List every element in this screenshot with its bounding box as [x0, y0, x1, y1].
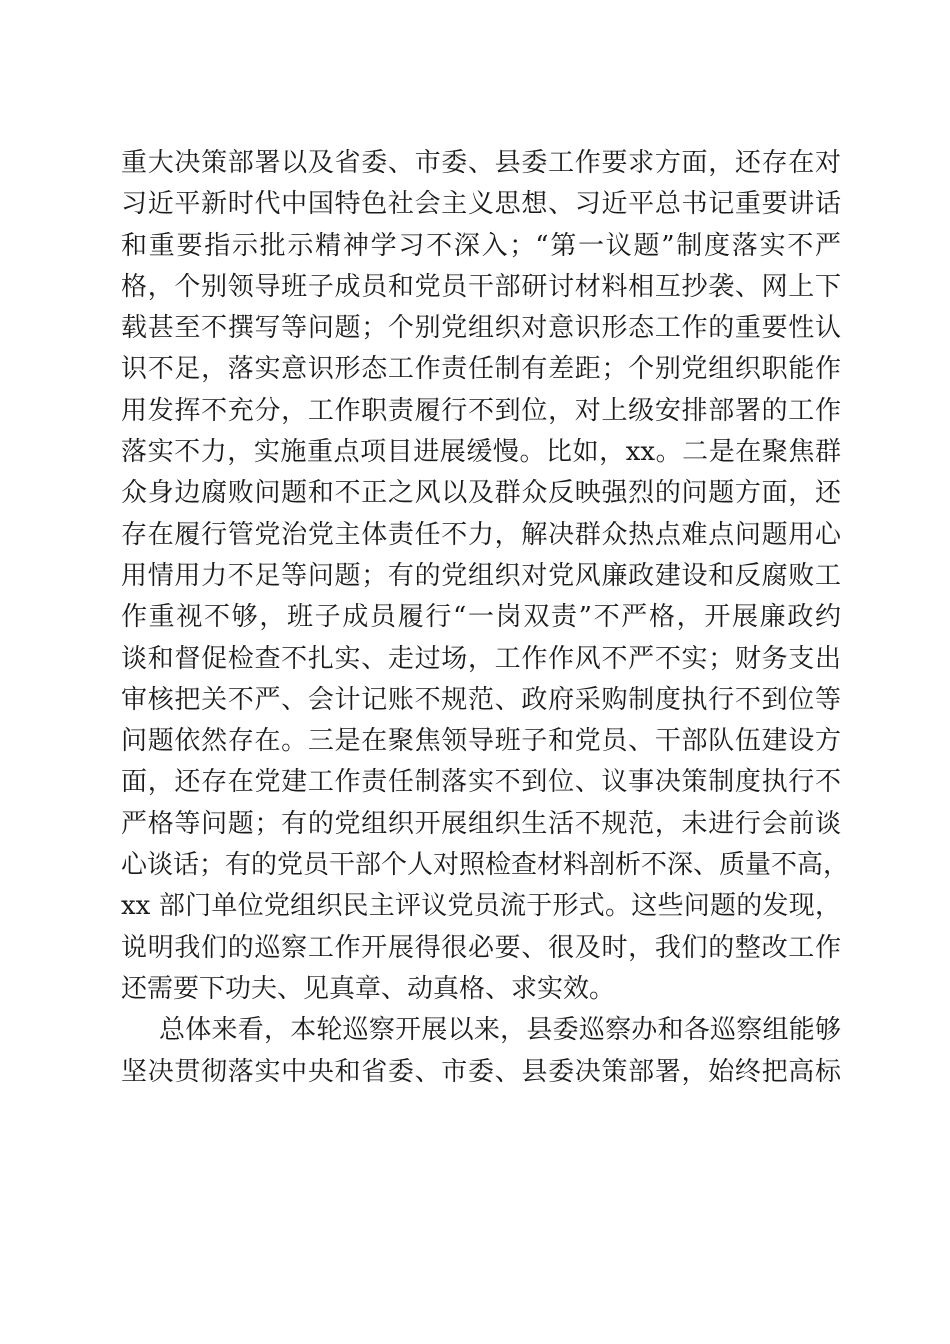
- text-line: 坚决贯彻落实中央和省委、市委、县委决策部署，始终把高标: [121, 1056, 841, 1087]
- text-line: 问题依然存在。三是在聚焦领导班子和党员、干部队伍建设方: [121, 726, 841, 757]
- text-line: 还需要下功夫、见真章、动真格、求实效。: [121, 973, 616, 1004]
- text-line: 心谈话；有的党员干部个人对照检查材料剖析不深、质量不高，: [121, 850, 850, 881]
- text-line: 重大决策部署以及省委、市委、县委工作要求方面，还存在对: [121, 148, 841, 178]
- text-line: 载甚至不撰写等问题；个别党组织对意识形态工作的重要性认: [121, 313, 841, 344]
- paragraph-2: [121, 1010, 841, 1093]
- text-line: 面，还存在党建工作责任制落实不到位、议事决策制度执行不: [121, 767, 841, 798]
- body-text: [121, 143, 850, 1093]
- paragraph-1: [121, 143, 850, 1010]
- text-line: 谈和督促检查不扎实、走过场，工作作风不严不实；财务支出: [121, 643, 841, 674]
- text-line: 审核把关不严、会计记账不规范、政府采购制度执行不到位等: [121, 684, 841, 715]
- text-line: 用发挥不充分，工作职责履行不到位，对上级安排部署的工作: [121, 395, 841, 426]
- text-line: 作重视不够，班子成员履行“一岗双责”不严格，开展廉政约: [121, 602, 841, 633]
- text-line: 和重要指示批示精神学习不深入；“第一议题”制度落实不严: [121, 230, 841, 261]
- text-line: 说明我们的巡察工作开展得很必要、很及时，我们的整改工作: [121, 932, 841, 963]
- text-line: 习近平新时代中国特色社会主义思想、习近平总书记重要讲话: [121, 189, 841, 220]
- text-line: 用情用力不足等问题；有的党组织对党风廉政建设和反腐败工: [121, 560, 841, 591]
- text-line: 格，个别领导班子成员和党员干部研讨材料相互抄袭、网上下: [121, 271, 841, 302]
- text-line: 严格等问题；有的党组织开展组织生活不规范，未进行会前谈: [121, 808, 841, 839]
- text-line: 总体来看，本轮巡察开展以来，县委巡察办和各巡察组能够: [159, 1015, 841, 1046]
- text-line: xx 部门单位党组织民主评议党员流于形式。这些问题的发现，: [121, 891, 841, 922]
- text-line: 存在履行管党治党主体责任不力，解决群众热点难点问题用心: [121, 519, 841, 550]
- text-line: 众身边腐败问题和不正之风以及群众反映强烈的问题方面，还: [121, 478, 841, 509]
- text-line: 落实不力，实施重点项目进展缓慢。比如，xx。二是在聚焦群: [121, 437, 841, 468]
- text-line: 识不足，落实意识形态工作责任制有差距；个别党组织职能作: [121, 354, 841, 385]
